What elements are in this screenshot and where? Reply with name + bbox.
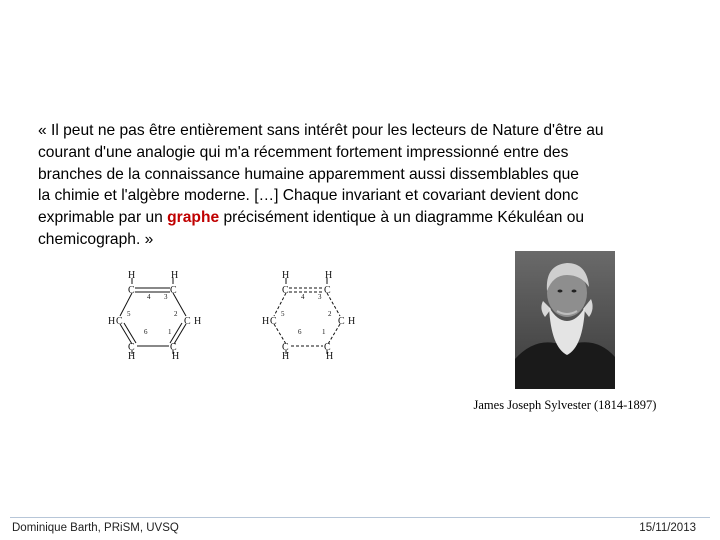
atom-number: 2 (328, 310, 332, 318)
atom-number: 2 (174, 310, 178, 318)
atom-number: 3 (318, 293, 322, 301)
atom-c: C (338, 316, 345, 327)
atom-number: 4 (147, 293, 151, 301)
atom-c: C (270, 316, 277, 327)
footer-author: Dominique Barth, PRiSM, UVSQ (12, 522, 179, 534)
quote-line: « Il peut ne pas être entièrement sans intérêt pour les lecteurs de Nature d'être au (38, 122, 604, 139)
atom-number: 1 (168, 328, 172, 336)
footer-date: 15/11/2013 (639, 522, 696, 534)
atom-number: 1 (322, 328, 326, 336)
atom-h: H (128, 351, 136, 361)
quote-line: la chimie et l'algèbre moderne. […] Chaque invariant et covariant devient donc (38, 187, 579, 205)
atom-c: C (170, 342, 177, 353)
portrait-photo (515, 251, 615, 389)
quote-line: courant d'une analogie qui m'a récemment fortement impressionné entre des (38, 143, 569, 161)
atom-h: H (348, 316, 356, 327)
atom-h: H (325, 270, 333, 281)
atom-number: 5 (127, 310, 131, 318)
quote-fragment: exprimable par un (38, 209, 168, 227)
atom-number: 6 (298, 328, 302, 336)
portrait-caption: James Joseph Sylvester (1814-1897) (473, 398, 657, 412)
atom-number: 6 (144, 328, 148, 336)
atom-c: C (116, 316, 123, 327)
atom-h: H (262, 316, 270, 327)
graphe-link[interactable]: graphe (167, 209, 220, 227)
atom-c: C (324, 285, 331, 296)
atom-h: H (194, 316, 202, 327)
atom-c: C (282, 285, 289, 296)
quote-fragment: précisément identique à un diagramme Kékuléan ou (219, 209, 585, 227)
atom-h: H (108, 316, 116, 327)
atom-h: H (171, 270, 179, 281)
quote-line: chemicograph. » (38, 230, 154, 248)
atom-number: 5 (281, 310, 285, 318)
atom-h: H (326, 351, 334, 361)
atom-h: H (282, 351, 290, 361)
atom-c: C (184, 316, 191, 327)
atom-c: C (282, 342, 289, 353)
footer-divider (10, 517, 710, 518)
atom-number: 4 (301, 293, 305, 301)
atom-number: 3 (164, 293, 168, 301)
atom-h: H (128, 270, 136, 281)
atom-h: H (172, 351, 180, 361)
atom-c: C (170, 285, 177, 296)
atom-h: H (282, 270, 290, 281)
quote-line (38, 207, 706, 229)
atom-c: C (128, 285, 135, 296)
quote-line: branches de la connaissance humaine apparemment aussi dissemblables que (38, 165, 579, 183)
atom-c: C (128, 342, 135, 353)
benzene-diagram-dashed (262, 266, 367, 361)
benzene-diagram-kekule (108, 266, 213, 361)
atom-c: C (324, 342, 331, 353)
quote-text (38, 120, 706, 251)
